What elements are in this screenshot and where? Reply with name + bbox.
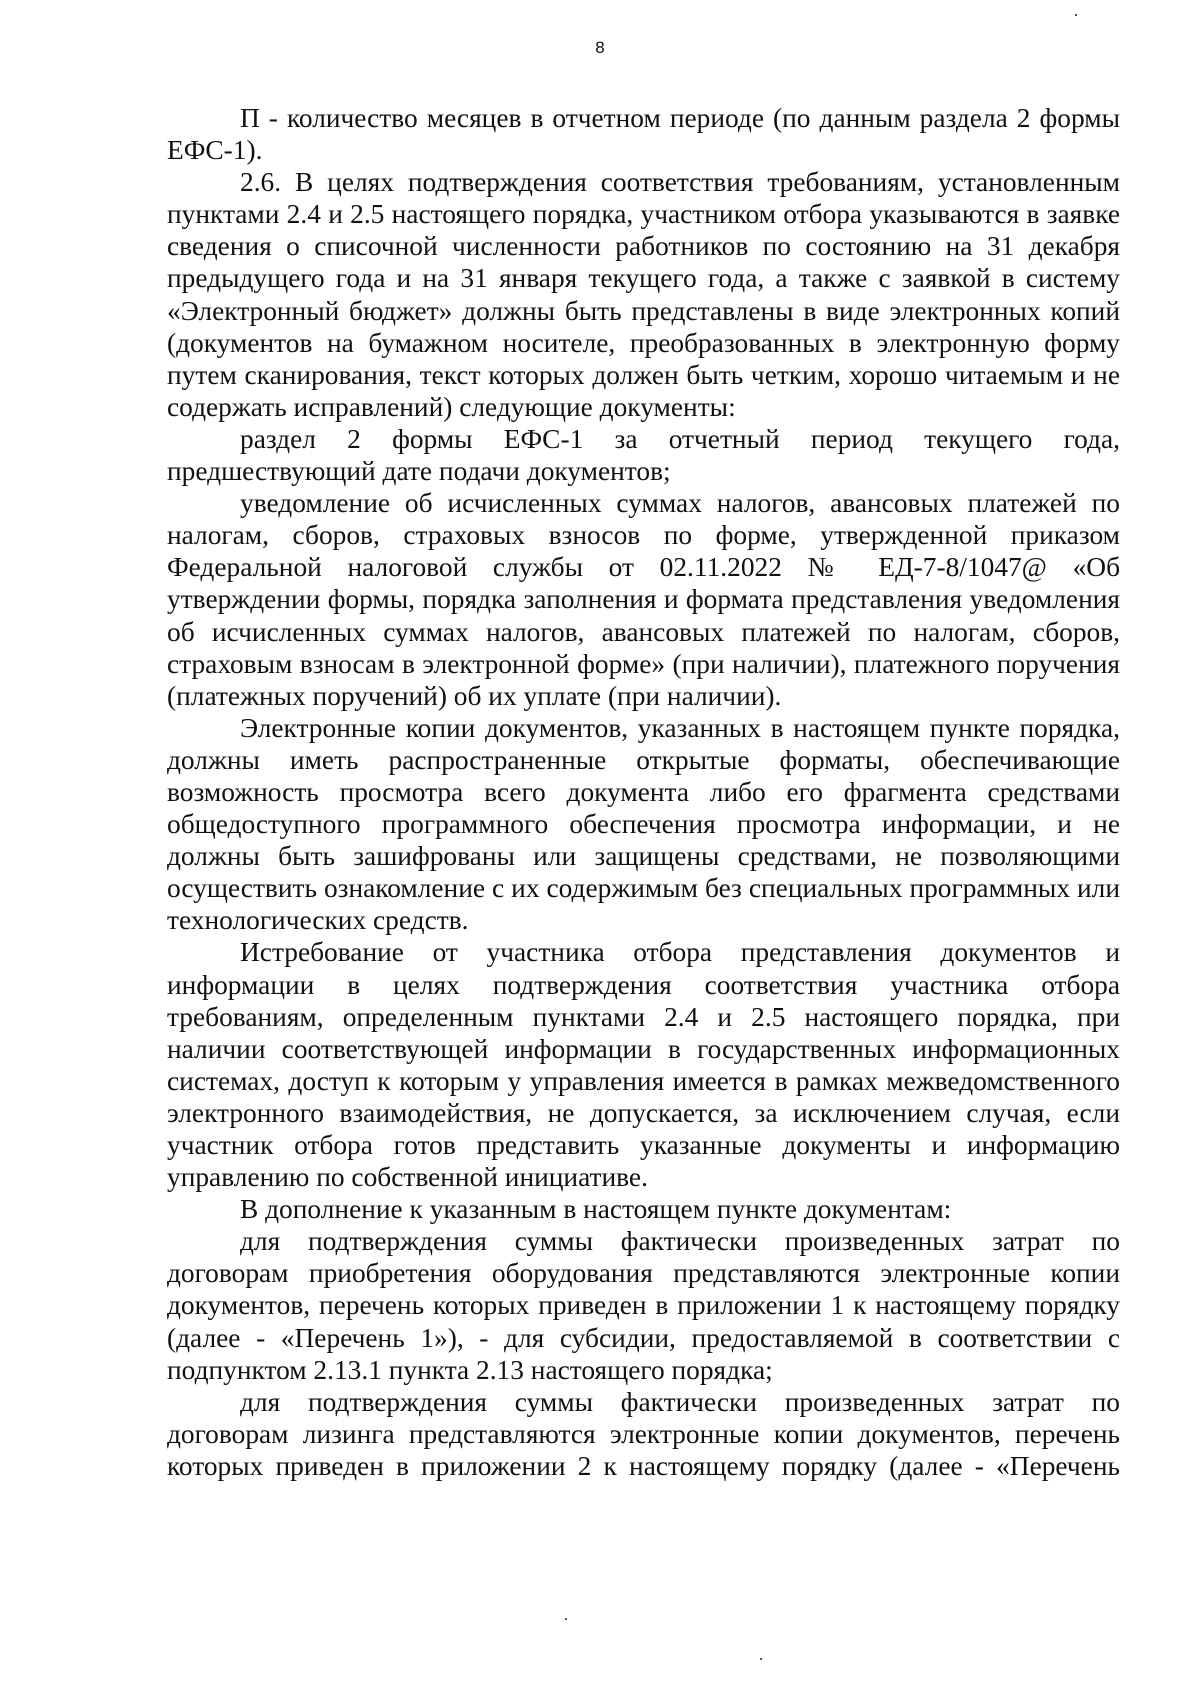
paragraph: Истребование от участника отбора представления документов и информации в целях подтверждения соответствия участника отбора требованиям, определенным пунктами 2.4 и 2.5 настоящего порядка, при наличии соответствующей информации в государственных информационных системах, доступ к которым у управления имеется в рамках межведомственного электронного взаимодействия, не допускается, за исключением случая, если участник отбора готов представить указанные документы и информацию управлению по собственной инициативе. xyxy=(167,937,1120,1193)
paragraph: уведомление об исчисленных суммах налогов, авансовых платежей по налогам, сборов, страховых взносов по форме, утвержденной приказом Федеральной налоговой службы от 02.11.2022 № ЕД-7-8/1047@ «Об утверждении формы, порядка заполнения и формата представления уведомления об исчисленных суммах налогов, авансовых платежей по налогам, сборов, страховым взносам в электронной форме» (при наличии), платежного поручения (платежных поручений) об их уплате (при наличии). xyxy=(167,488,1120,711)
scan-speck xyxy=(760,1658,762,1660)
paragraph: Электронные копии документов, указанных в настоящем пункте порядка, должны иметь распространенные открытые форматы, обеспечивающие возможность просмотра всего документа либо его фрагмента средствами общедоступного программного обеспечения просмотра информации, и не должны быть зашифрованы или защищены средствами, не позволяющими осуществить ознакомление с их содержимым без специальных программных или технологических средств. xyxy=(167,712,1120,936)
document-body xyxy=(167,102,1120,1482)
paragraph: В дополнение к указанным в настоящем пункте документам: xyxy=(240,1194,952,1225)
paragraph: раздел 2 формы ЕФС-1 за отчетный период текущего года, предшествующий дате подачи документов; xyxy=(167,423,1120,487)
scan-speck xyxy=(565,1618,567,1620)
paragraph: для подтверждения суммы фактически произведенных затрат по договорам приобретения оборудования представляются электронные копии документов, перечень которых приведен в приложении 1 к настоящему порядку (далее - «Перечень 1»), - для субсидии, предоставляемой в соответствии с подпунктом 2.13.1 пункта 2.13 настоящего порядка; xyxy=(167,1226,1120,1385)
scan-speck xyxy=(1075,14,1077,16)
paragraph: 2.6. В целях подтверждения соответствия требованиям, установленным пунктами 2.4 и 2.5 настоящего порядка, участником отбора указываются в заявке сведения о списочной численности работников по состоянию на 31 декабря предыдущего года и на 31 января текущего года, а также с заявкой в систему «Электронный бюджет» должны быть представлены в виде электронных копий (документов на бумажном носителе, преобразованных в электронную форму путем сканирования, текст которых должен быть четким, хорошо читаемым и не содержать исправлений) следующие документы: xyxy=(167,167,1120,422)
paragraph: для подтверждения суммы фактически произведенных затрат по договорам лизинга представляются электронные копии документов, перечень которых приведен в приложении 2 к настоящему порядку (далее - «Перечень xyxy=(167,1386,1120,1481)
page-number: 8 xyxy=(595,38,605,57)
paragraph: П - количество месяцев в отчетном периоде (по данным раздела 2 формы ЕФС-1). xyxy=(167,103,1120,166)
